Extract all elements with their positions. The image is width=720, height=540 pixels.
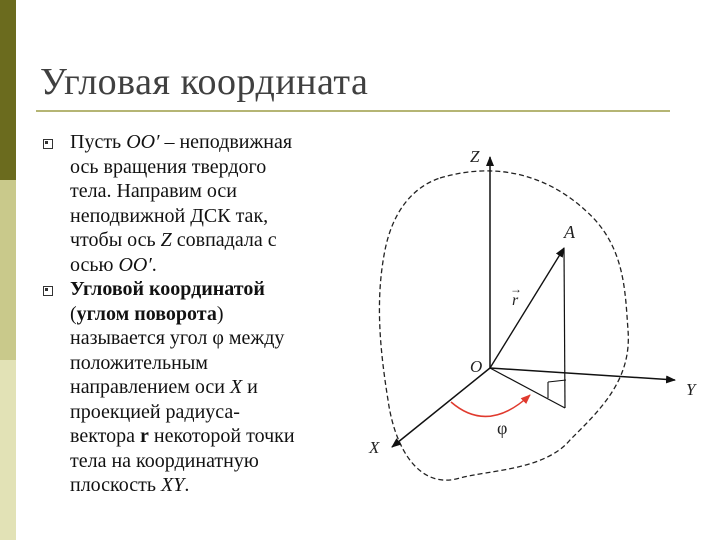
- radius-vector: [490, 248, 564, 368]
- y-axis: [490, 368, 675, 380]
- label-r: r: [512, 292, 519, 309]
- bullet2-line-4: положительным: [70, 351, 208, 374]
- bullet1-line-5: чтобы ось Z совпадала с: [70, 229, 277, 251]
- projection-drop-line: [564, 248, 565, 408]
- label-o: O: [470, 357, 483, 376]
- bullet2-line-5: направлением оси X и: [70, 376, 258, 398]
- bullet1-line-1: Пусть OO′ – неподвижная: [70, 131, 293, 153]
- bullet2-line-9: плоскость XY.: [70, 474, 190, 496]
- right-angle-marker: [548, 380, 566, 398]
- x-axis: [392, 368, 490, 447]
- bullet1-line-3: тела. Направим оси: [70, 180, 237, 202]
- label-phi: φ: [497, 418, 508, 438]
- radius-projection: [490, 368, 565, 408]
- bullet2-line-7: вектора r некоторой точки: [70, 425, 295, 447]
- bullet2-line-1: Угловой координатой: [70, 278, 265, 300]
- label-r-vector-bar: →: [510, 282, 522, 296]
- label-z: Z: [470, 147, 480, 166]
- bullet1-line-6: осью OO′.: [70, 253, 157, 276]
- label-x: X: [369, 438, 380, 457]
- slide-title: Угловая координата: [40, 61, 369, 103]
- label-a: A: [564, 222, 575, 242]
- bullet2-line-8: тела на координатную: [70, 449, 259, 472]
- bullet1-line-4: неподвижной ДСК так,: [70, 204, 269, 227]
- angle-phi-arc: [451, 395, 530, 416]
- bullet2-line-3: называется угол φ между: [70, 327, 285, 349]
- bullet2-line-6: проекцией радиуса-: [70, 400, 240, 423]
- bullet1-line-2: ось вращения твердого: [70, 155, 267, 178]
- label-y: Y: [686, 380, 696, 399]
- bullet2-line-2: (углом поворота): [70, 302, 224, 325]
